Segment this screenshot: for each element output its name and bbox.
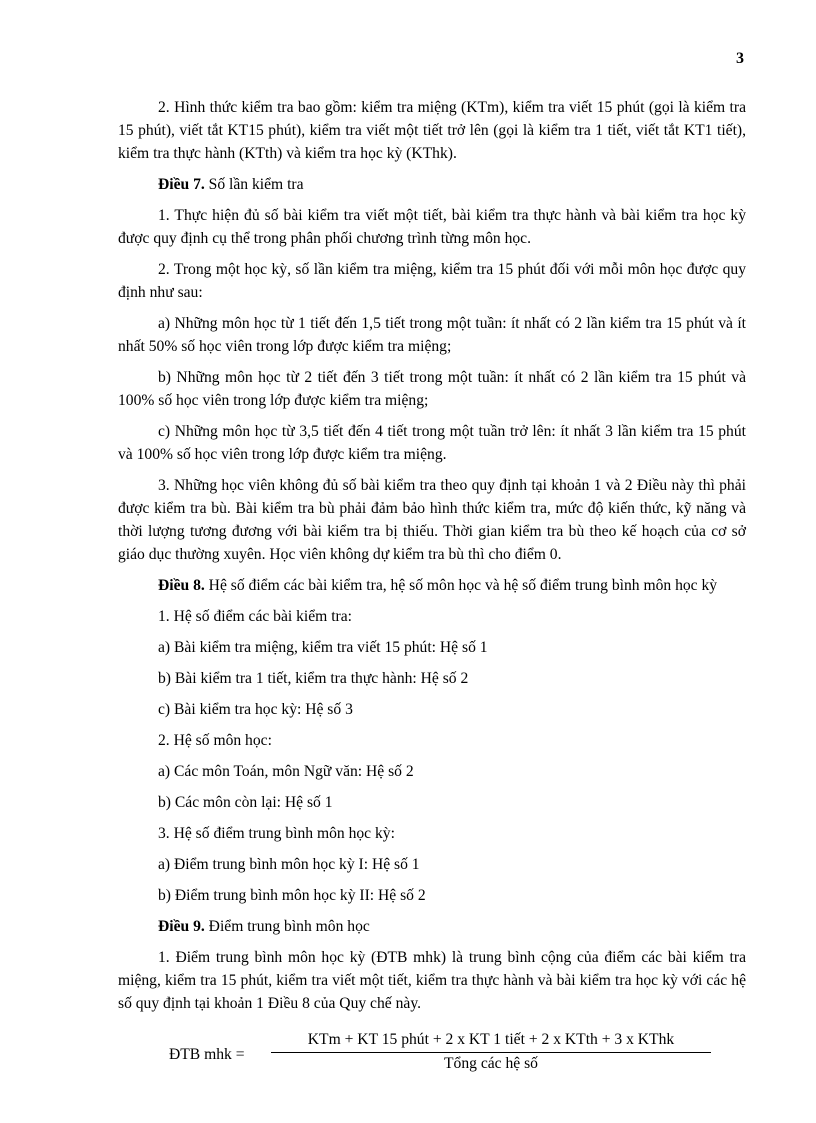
- article-label: Điều 7.: [158, 176, 205, 193]
- paragraph-text: 1. Hệ số điểm các bài kiểm tra:: [158, 608, 352, 625]
- paragraph: [118, 312, 746, 358]
- paragraph-text: a) Những môn học từ 1 tiết đến 1,5 tiết trong một tuần: ít nhất có 2 lần kiểm tra 15 phút và ít nhất 50% số học viên trong lớp được kiểm tra miệng;: [118, 315, 746, 355]
- paragraph-text: 2. Hình thức kiểm tra bao gồm: kiểm tra miệng (KTm), kiểm tra viết 15 phút (gọi là kiểm tra 15 phút), viết tắt KT15 phút), kiểm tra viết một tiết trở lên (gọi là kiểm tra 1 tiết, viết tắt KT1 tiết), kiểm tra thực hành (KTth) và kiểm tra học kỳ (KThk).: [118, 99, 746, 162]
- paragraph: [118, 636, 746, 659]
- formula-numerator: KTm + KT 15 phút + 2 x KT 1 tiết + 2 x KTth + 3 x KThk: [307, 1031, 675, 1048]
- paragraph: [118, 96, 746, 165]
- formula-denominator: Tổng các hệ số: [444, 1055, 538, 1072]
- paragraph: [118, 605, 746, 628]
- paragraph-text: 1. Điểm trung bình môn học kỳ (ĐTB mhk) là trung bình cộng của điểm các bài kiểm tra miệng, kiểm tra 15 phút, kiểm tra viết một tiết, kiểm tra thực hành và bài kiểm tra học kỳ với các hệ số quy định tại khoản 1 Điều 8 của Quy chế này.: [118, 949, 746, 1012]
- paragraph: [118, 258, 746, 304]
- paragraph-text: b) Bài kiểm tra 1 tiết, kiểm tra thực hành: Hệ số 2: [158, 670, 469, 687]
- paragraph: [118, 760, 746, 783]
- paragraph: [118, 946, 746, 1015]
- paragraph-text: b) Điểm trung bình môn học kỳ II: Hệ số 2: [158, 887, 426, 904]
- paragraph-text: a) Điểm trung bình môn học kỳ I: Hệ số 1: [158, 856, 420, 873]
- paragraph: [118, 667, 746, 690]
- article-title: Điểm trung bình môn học: [204, 918, 370, 935]
- paragraph: [118, 420, 746, 466]
- paragraph: [118, 204, 746, 250]
- paragraph-text: b) Các môn còn lại: Hệ số 1: [158, 794, 333, 811]
- paragraph: [118, 791, 746, 814]
- paragraph-text: 3. Hệ số điểm trung bình môn học kỳ:: [158, 825, 395, 842]
- paragraph: [118, 853, 746, 876]
- formula-fraction: [271, 1031, 711, 1073]
- paragraph: [118, 474, 746, 566]
- article-label: Điều 8.: [158, 577, 205, 594]
- paragraph: [118, 822, 746, 845]
- article-title: Hệ số điểm các bài kiểm tra, hệ số môn học và hệ số điểm trung bình môn học kỳ: [204, 577, 718, 594]
- article-title: Số lần kiểm tra: [204, 176, 304, 193]
- paragraph: [118, 366, 746, 412]
- paragraph-text: c) Những môn học từ 3,5 tiết đến 4 tiết trong một tuần trở lên: ít nhất 3 lần kiểm tra 15 phút và 100% số học viên trong lớp được kiểm tra miệng.: [118, 423, 746, 463]
- paragraph-text: 1. Thực hiện đủ số bài kiểm tra viết một tiết, bài kiểm tra thực hành và bài kiểm tra học kỳ được quy định cụ thể trong phân phối chương trình từng môn học.: [118, 207, 746, 247]
- document-body: [118, 96, 746, 1091]
- page-number: 3: [736, 50, 744, 67]
- article-heading: [118, 915, 746, 938]
- article-heading: [118, 574, 746, 597]
- paragraph-text: a) Bài kiểm tra miệng, kiểm tra viết 15 phút: Hệ số 1: [158, 639, 488, 656]
- paragraph: [118, 698, 746, 721]
- paragraph-text: 3. Những học viên không đủ số bài kiểm tra theo quy định tại khoản 1 và 2 Điều này thì phải được kiểm tra bù. Bài kiểm tra bù phải đảm bảo hình thức kiểm tra, mức độ kiến thức, kỹ năng và thời lượng tương đương với bài kiểm tra bị thiếu. Thời gian kiểm tra bù theo kế hoạch của cơ sở giáo dục thường xuyên. Học viên không dự kiểm tra bù thì cho điểm 0.: [118, 477, 746, 563]
- article-label: Điều 9.: [158, 918, 205, 935]
- paragraph-text: b) Những môn học từ 2 tiết đến 3 tiết trong một tuần: ít nhất có 2 lần kiểm tra 15 phút và 100% số học viên trong lớp được kiểm tra miệng;: [118, 369, 746, 409]
- paragraph: [118, 884, 746, 907]
- article-heading: [118, 173, 746, 196]
- average-formula: [118, 1031, 746, 1091]
- paragraph-text: 2. Trong một học kỳ, số lần kiểm tra miệng, kiểm tra 15 phút đối với mỗi môn học được quy định như sau:: [118, 261, 746, 301]
- paragraph-text: a) Các môn Toán, môn Ngữ văn: Hệ số 2: [158, 763, 414, 780]
- paragraph: [118, 729, 746, 752]
- formula-lhs: ĐTB mhk =: [169, 1046, 245, 1063]
- paragraph-text: 2. Hệ số môn học:: [158, 732, 272, 749]
- paragraph-text: c) Bài kiểm tra học kỳ: Hệ số 3: [158, 701, 353, 718]
